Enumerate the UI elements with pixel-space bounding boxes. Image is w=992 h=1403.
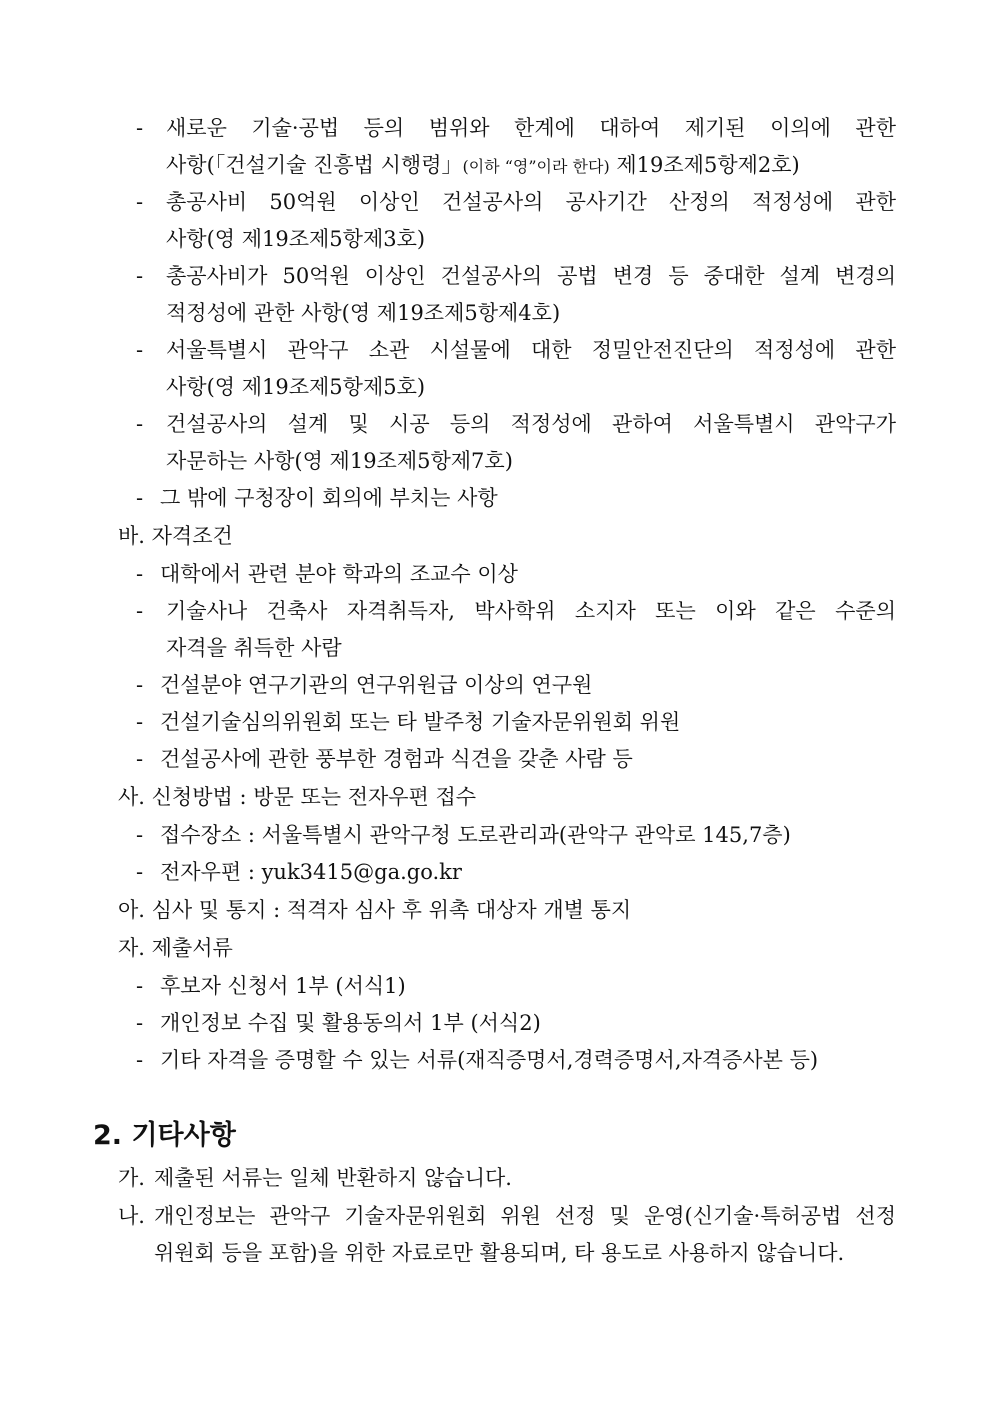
list-item [136,1008,541,1038]
list-item [136,820,791,850]
section-title: 2. 기타사항 [93,1120,236,1151]
item-text: 그 밖에 구청장이 회의에 부치는 사항 [160,486,498,510]
list-item [136,1045,818,1075]
dash-marker: - [136,412,144,436]
list-item [136,483,498,513]
email-text: 전자우편 : yuk3415@ga.go.kr [160,860,462,884]
dash-marker: - [136,486,144,510]
item-text: 건설기술심의위원회 또는 타 발주청 기술자문위원회 위원 [160,710,681,734]
item-continuation [166,150,896,182]
note-label: 나. [118,1204,145,1228]
item-text: 새로운 기술·공법 등의 범위와 한계에 대하여 제기된 이의에 관한 [166,116,896,140]
item-continuation: 사항(영 제19조제5항제5호) [166,375,426,399]
list-item [136,744,633,774]
item-text: 기술사나 건축사 자격취득자, 박사학위 소지자 또는 이와 같은 수준의 [166,599,896,623]
item-text: 개인정보 수집 및 활용동의서 1부 (서식2) [160,1011,541,1035]
dash-marker: - [136,116,144,140]
dash-marker: - [136,1011,144,1035]
note-text: 개인정보는 관악구 기술자문위원회 위원 선정 및 운영(신기술·특허공법 선정 [154,1204,896,1228]
item-text: 기타 자격을 증명할 수 있는 서류(재직증명서,경력증명서,자격증사본 등) [160,1048,819,1072]
item-continuation: 자문하는 사항(영 제19조제5항제7호) [166,449,513,473]
dash-marker: - [136,747,144,771]
subsection-heading: 아. 심사 및 통지 : 적격자 심사 후 위촉 대상자 개별 통지 [118,898,632,922]
note-text: 제출된 서류는 일체 반환하지 않습니다. [154,1166,512,1190]
item-text: 서울특별시 관악구 소관 시설물에 대한 정밀안전진단의 적정성에 관한 [166,338,896,362]
dash-marker: - [136,1048,144,1072]
dash-marker: - [136,264,144,288]
item-text: 건설공사의 설계 및 시공 등의 적정성에 관하여 서울특별시 관악구가 [166,412,896,436]
list-item [136,707,680,737]
item-text: 후보자 신청서 1부 (서식1) [160,974,406,998]
dash-marker: - [136,562,144,586]
item-text: 건설공사에 관한 풍부한 경험과 식견을 갖춘 사람 등 [160,747,633,771]
dash-marker: - [136,338,144,362]
dash-marker: - [136,599,144,623]
dash-marker: - [136,673,144,697]
list-item [136,857,462,887]
dash-marker: - [136,860,144,884]
item-continuation: 적정성에 관한 사항(영 제19조제5항제4호) [166,301,561,325]
list-item [136,559,518,589]
item-continuation: 사항(영 제19조제5항제3호) [166,227,426,251]
item-continuation: 자격을 취득한 사람 [166,636,342,660]
item-text: 사항(「건설기술 진흥법 시행령」 [166,153,463,177]
subsection-heading: 사. 신청방법 : 방문 또는 전자우편 접수 [118,785,477,809]
list-item [136,971,406,1001]
item-text: 대학에서 관련 분야 학과의 조교수 이상 [160,562,518,586]
dash-marker: - [136,710,144,734]
item-text: 접수장소 : 서울특별시 관악구청 도로관리과(관악구 관악로 145,7층) [160,823,791,847]
item-text: 총공사비가 50억원 이상인 건설공사의 공법 변경 등 중대한 설계 변경의 [166,264,896,288]
dash-marker: - [136,974,144,998]
dash-marker: - [136,190,144,214]
subsection-heading: 자. 제출서류 [118,936,233,960]
subsection-heading: 바. 자격조건 [118,524,233,548]
note-continuation: 위원회 등을 포함)을 위한 자료로만 활용되며, 타 용도로 사용하지 않습니다. [154,1241,845,1265]
item-text: 총공사비 50억원 이상인 건설공사의 공사기간 산정의 적정성에 관한 [166,190,896,214]
dash-marker: - [136,823,144,847]
item-text: 제19조제5항제2호) [609,153,800,177]
list-item [136,670,592,700]
item-text: 건설분야 연구기관의 연구위원급 이상의 연구원 [160,673,593,697]
item-note: (이하 “영”이라 한다) [462,157,610,176]
note-label: 가. [118,1166,145,1190]
